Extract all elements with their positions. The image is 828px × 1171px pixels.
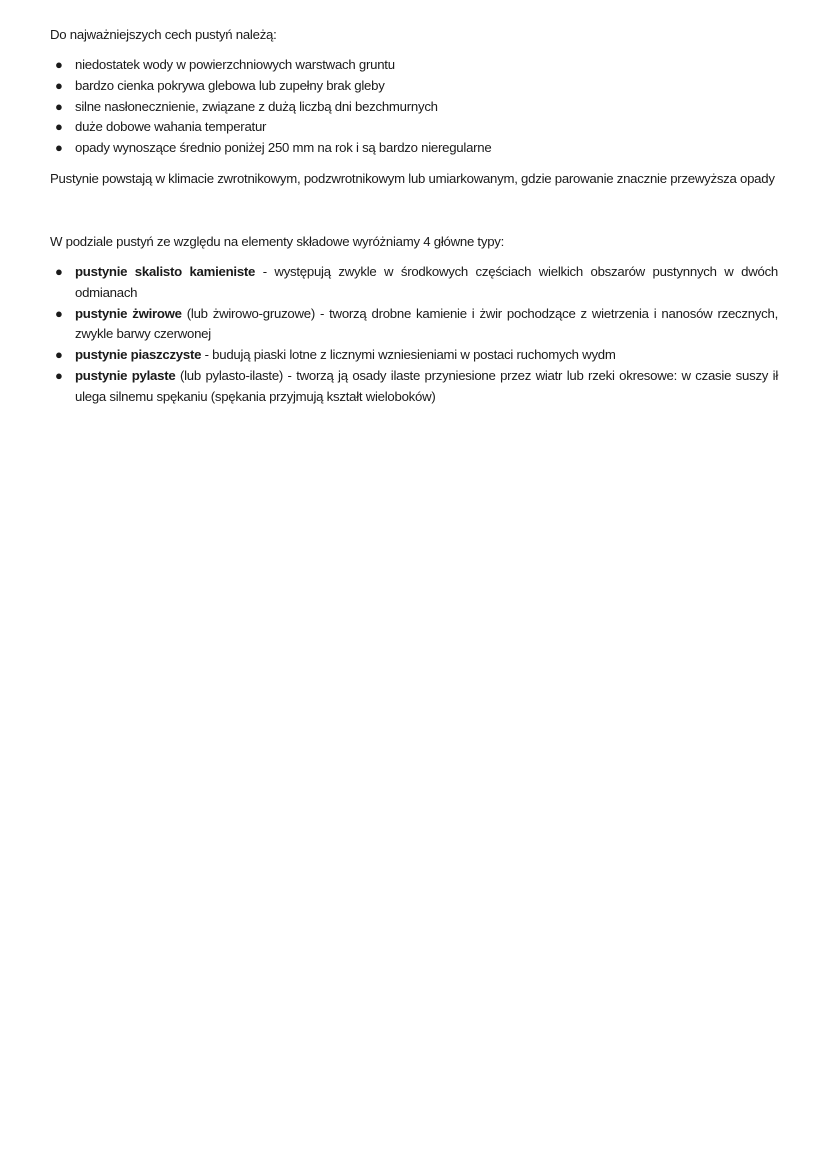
bullet-icon: ● [55,347,63,363]
climate-paragraph: Pustynie powstają w klimacie zwrotnikowym, podzwrotnikowym lub umiarkowanym, gdzie parowanie znacznie przewyższa opady [50,170,775,186]
type-term: pustynie żwirowe [75,305,182,321]
types-list [50,262,778,408]
bullet-icon: ● [55,57,63,72]
list-item: ● pustynie żwirowe (lub żwirowo-gruzowe) - tworzą drobne kamienie i żwir pochodzące z wietrzenia i nanosów rzecznych, zwykle barwy czerwonej [55,305,778,342]
features-heading: Do najważniejszych cech pustyń należą: [50,27,277,42]
bullet-icon: ● [55,263,63,279]
type-term: pustynie pylaste [75,367,176,383]
bullet-icon: ● [55,98,63,114]
bullet-icon: ● [55,119,63,135]
document-page [50,24,778,408]
list-item: ● opady wynoszące średnio poniżej 250 mm na rok i są bardzo nieregularne [50,138,778,159]
type-term: pustynie skalisto kamieniste [75,263,256,279]
types-heading: W podziale pustyń ze względu na elementy składowe wyróżniamy 4 główne typy: [50,233,505,249]
list-item: ● pustynie skalisto kamieniste - występują zwykle w środkowych częściach wielkich obszarów pustynnych w dwóch odmianach [55,263,779,300]
list-item: ● pustynie piaszczyste - budują piaski lotne z licznymi wzniesieniami w postaci ruchomych wydm [50,345,778,366]
bullet-icon: ● [55,305,63,321]
list-item: ● niedostatek wody w powierzchniowych warstwach gruntu [50,55,778,76]
list-item: ● pustynie pylaste (lub pylasto-ilaste) - tworzą ją osady ilaste przyniesione przez wiatr lub rzeki okresowe: w czasie suszy ił ulega silnemu spękaniu (spękania przyjmują kształt wieloboków) [55,367,779,404]
type-term: pustynie piaszczyste [75,347,202,363]
bullet-icon: ● [55,77,63,93]
list-item: ● duże dobowe wahania temperatur [50,117,778,138]
list-item: ● silne nasłonecznienie, związane z dużą liczbą dni bezchmurnych [50,97,778,118]
bullet-icon: ● [55,140,63,156]
bullet-icon: ● [55,367,63,383]
features-list [50,55,778,159]
list-item: ● bardzo cienka pokrywa glebowa lub zupełny brak gleby [50,76,778,97]
